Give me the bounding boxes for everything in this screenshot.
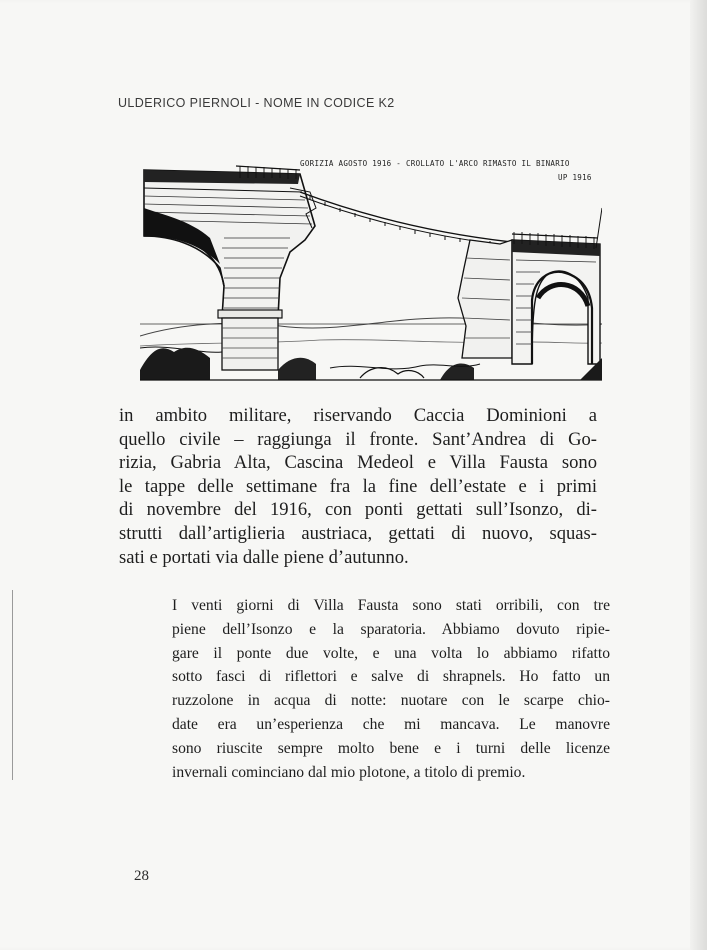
sketch-signature: UP 1916	[558, 173, 592, 182]
body-line: quello civile – raggiunga il fronte. Sant’Andrea di Go-	[119, 428, 597, 450]
main-body-paragraph	[119, 404, 597, 569]
left-bridge-arch	[144, 166, 316, 370]
right-bridge-arch	[458, 208, 602, 364]
quote-line: date era un’esperienza che mi mancava. Le manovre	[172, 715, 610, 733]
quote-line: piene dell’Isonzo e la sparatoria. Abbiamo dovuto ripie-	[172, 620, 610, 638]
body-line: strutti dall’artiglieria austriaca, gettati di nuovo, squas-	[119, 522, 597, 544]
block-quote	[172, 594, 610, 784]
body-line: di novembre del 1916, con ponti gettati sull’Isonzo, di-	[119, 499, 597, 521]
running-head: ULDERICO PIERNOLI - NOME IN CODICE K2	[118, 96, 395, 110]
quote-line: invernali cominciano dal mio plotone, a titolo di premio.	[172, 763, 526, 781]
page-number: 28	[134, 868, 149, 884]
bridge-sketch-figure	[140, 148, 602, 386]
sketch-caption: GORIZIA AGOSTO 1916 - CROLLATO L'ARCO RIMASTO IL BINARIO	[300, 159, 570, 168]
quote-line: gare il ponte due volte, e una volta lo abbiamo rifatto	[172, 644, 610, 662]
hanging-rail	[300, 192, 512, 246]
quote-line: I venti giorni di Villa Fausta sono stati orribili, con tre	[172, 597, 610, 614]
body-line: rizia, Gabria Alta, Cascina Medeol e Villa Fausta sono	[119, 452, 597, 474]
body-line: in ambito militare, riservando Caccia Dominioni a	[119, 405, 597, 426]
page-gutter-shadow	[690, 0, 707, 950]
quote-line: ruzzolone in acqua di notte: nuotare con le scarpe chio-	[172, 692, 610, 710]
quote-line: sotto fasci di riflettori e salve di shrapnels. Ho fatto un	[172, 668, 610, 686]
bridge-sketch	[140, 148, 602, 386]
quote-line: sono riuscite sempre molto bene e i turni delle licenze	[172, 739, 610, 757]
body-line: le tappe delle settimane fra la fine dell’estate e i primi	[119, 475, 597, 497]
margin-pencil-mark	[12, 590, 13, 780]
body-line: sati e portati via dalle piene d’autunno.	[119, 546, 409, 568]
